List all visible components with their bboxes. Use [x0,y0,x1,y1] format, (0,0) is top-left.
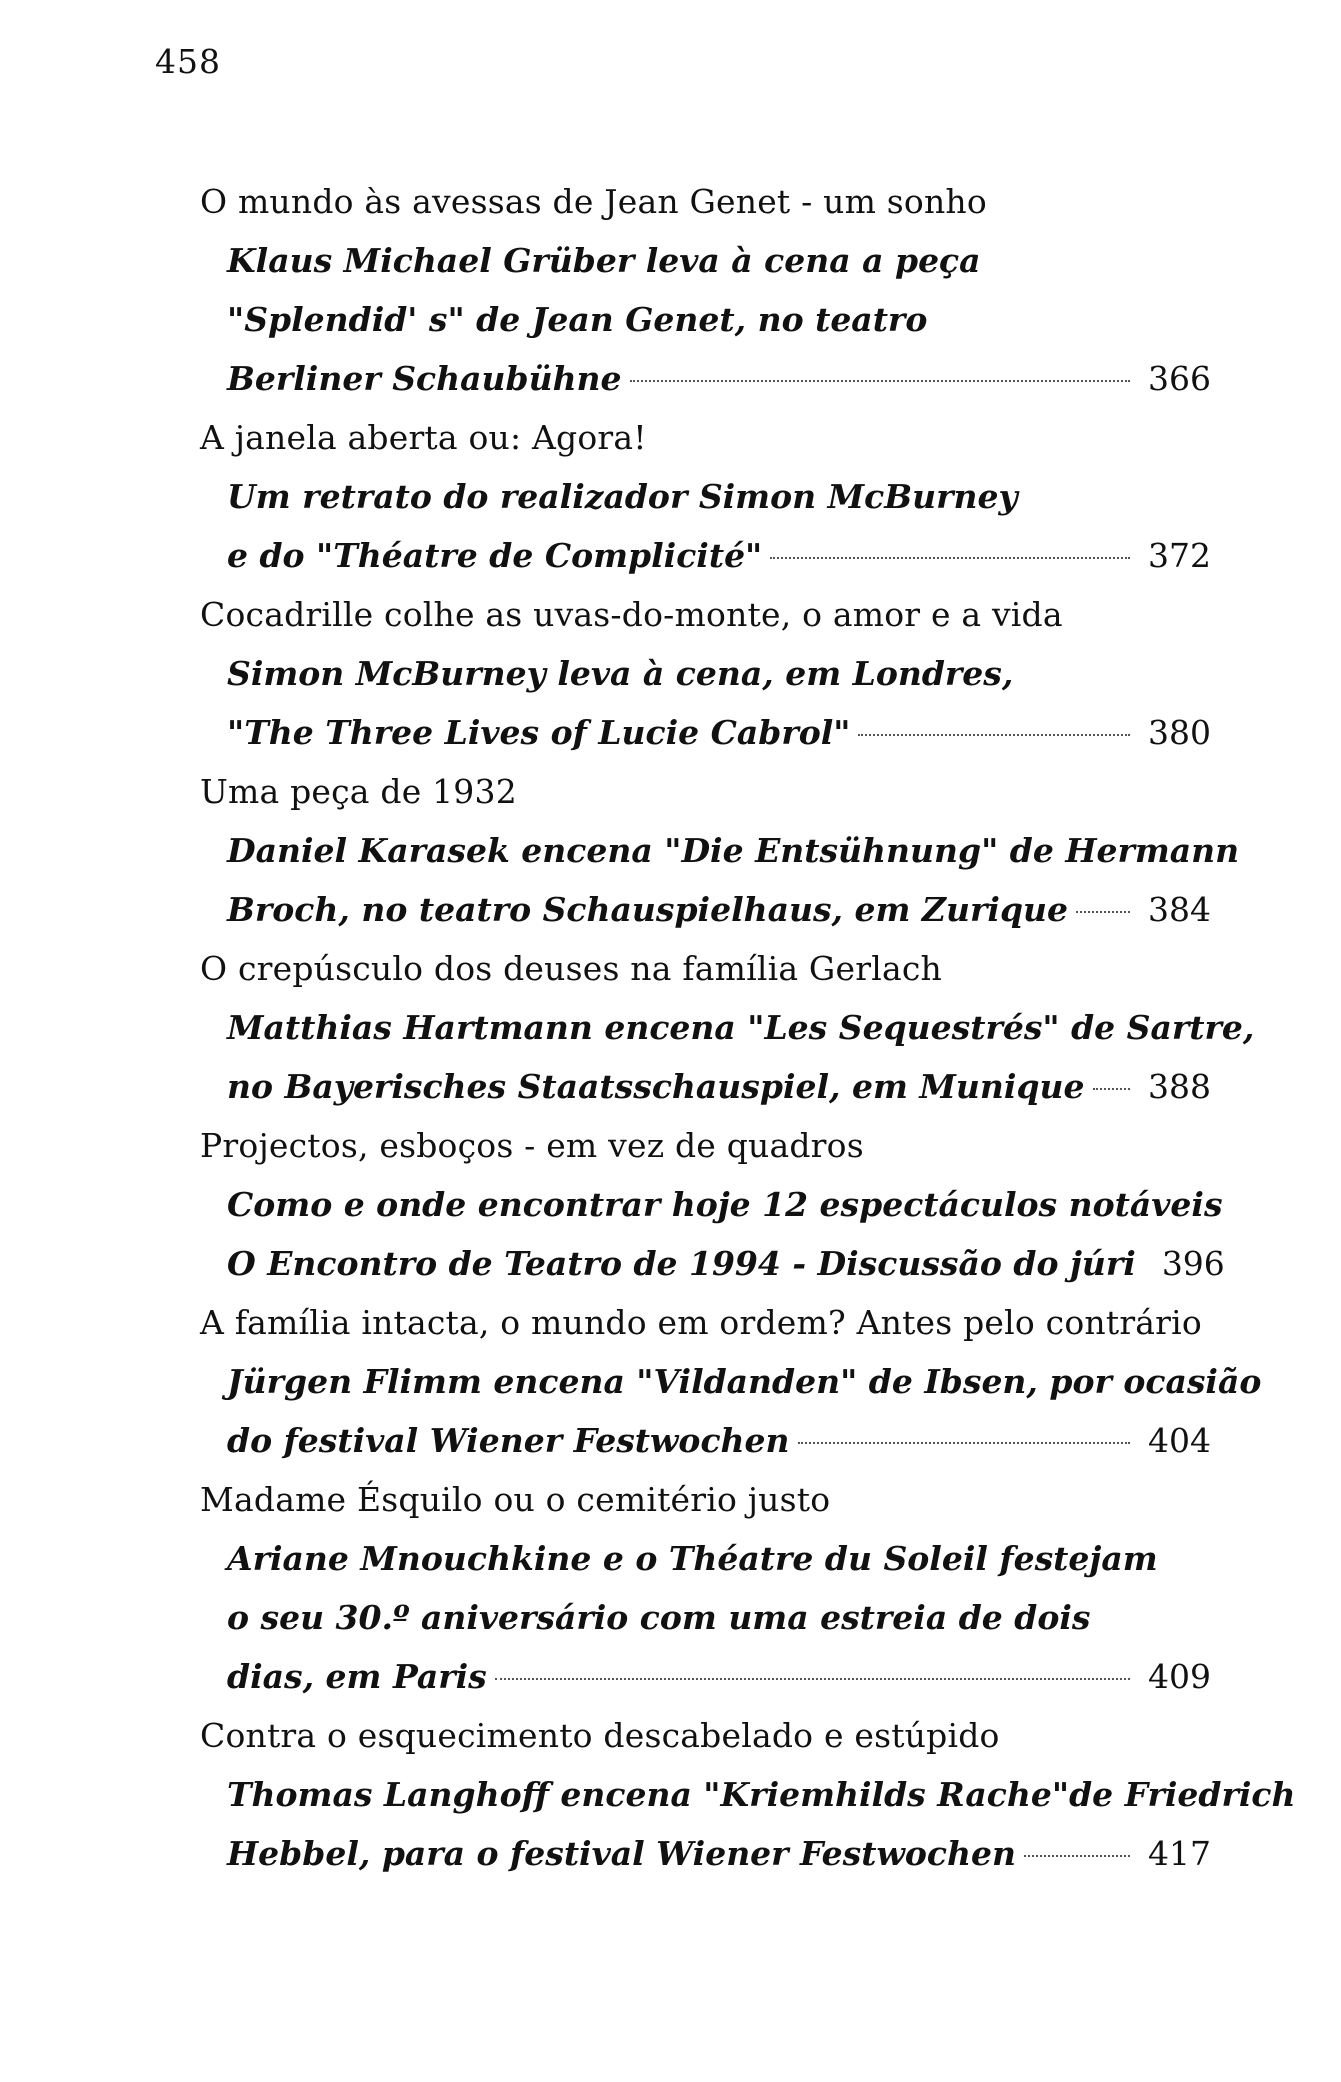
dot-leader [798,1442,1130,1444]
toc-entry-title: O mundo às avessas de Jean Genet - um sonho [200,182,987,221]
toc-entry-subtitle: Matthias Hartmann encena "Les Sequestrés" de Sartre, [227,1008,1255,1047]
toc-entry-title: Cocadrille colhe as uvas-do-monte, o amor e a vida [200,595,1063,634]
toc-entry-subtitle: Simon McBurney leva à cena, em Londres, [227,654,1014,693]
toc-entry-subtitle: Um retrato do realizador Simon McBurney [227,477,1018,516]
toc-entry-last-line [200,349,1210,408]
toc-entry-title: Projectos, esboços - em vez de quadros [200,1126,864,1165]
toc-entry-subtitle: Klaus Michael Grüber leva à cena a peça [227,241,981,280]
toc-entry-title: O crepúsculo dos deuses na família Gerlach [200,949,942,988]
toc-entry-page: 409 [1148,1657,1211,1696]
toc-entry-title: Madame Ésquilo ou o cemitério justo [200,1480,831,1519]
toc-entry-subtitle: dias, em Paris [227,1657,487,1696]
toc-entry-title: A família intacta, o mundo em ordem? Antes pelo contrário [200,1303,1202,1342]
toc-entry-last-line [200,1234,1225,1293]
toc-entry-page: 396 [1161,1244,1225,1283]
page-number: 458 [155,42,221,81]
toc-entry-page: 380 [1148,713,1211,752]
toc-entry-title: A janela aberta ou: Agora! [200,418,647,457]
dot-leader [630,380,1130,382]
toc-entry-subtitle: O Encontro de Teatro de 1994 - Discussão do júri [227,1244,1136,1283]
toc-entry-subtitle: Broch, no teatro Schauspielhaus, em Zurique [227,890,1069,929]
toc-entry-last-line [200,1824,1210,1883]
toc-entry-subtitle: o seu 30.º aniversário com uma estreia de dois [227,1598,1091,1637]
toc-entry-page: 388 [1148,1067,1211,1106]
dot-leader [1093,1088,1130,1090]
toc-entry-subtitle: Hebbel, para o festival Wiener Festwochen [227,1834,1016,1873]
toc-entry-subtitle: "Splendid' s" de Jean Genet, no teatro [227,300,928,339]
toc-entry-page: 366 [1148,359,1211,398]
toc-entry-subtitle: do festival Wiener Festwochen [227,1421,790,1460]
dot-leader [1076,911,1130,913]
toc-entry-title: Uma peça de 1932 [200,772,517,811]
toc-entry-subtitle: Daniel Karasek encena "Die Entsühnung" de Hermann [227,831,1240,870]
toc-entry-last-line [200,1057,1210,1116]
toc-entry-subtitle: "The Three Lives of Lucie Cabrol" [227,713,851,752]
toc-entry-subtitle: e do "Théatre de Complicité" [227,536,763,575]
dot-leader [1024,1855,1130,1857]
dot-leader [770,557,1130,559]
toc-entry-page: 372 [1148,536,1211,575]
toc-entry-page: 417 [1148,1834,1211,1873]
toc-entry-subtitle: Ariane Mnouchkine e o Théatre du Soleil festejam [227,1539,1158,1578]
dot-leader [858,734,1130,736]
toc-entry-last-line [200,703,1210,762]
toc-entry-last-line [200,526,1210,585]
toc-entry-subtitle: Thomas Langhoff encena "Kriemhilds Rache"de Friedrich [227,1775,1296,1814]
toc-entry-title: Contra o esquecimento descabelado e estúpido [200,1716,1000,1755]
toc-entry-subtitle: no Bayerisches Staatsschauspiel, em Munique [227,1067,1085,1106]
toc-entry-last-line [200,880,1210,939]
toc-entry-subtitle: Berliner Schaubühne [227,359,622,398]
toc-entry-last-line [200,1411,1210,1470]
dot-leader [495,1678,1130,1680]
toc-entry-subtitle: Jürgen Flimm encena "Vildanden" de Ibsen, por ocasião [227,1362,1262,1401]
toc-entry-subtitle: Como e onde encontrar hoje 12 espectáculos notáveis [227,1185,1223,1224]
toc-entry-last-line [200,1647,1210,1706]
toc-entry-page: 404 [1148,1421,1211,1460]
table-of-contents [200,172,1296,1883]
toc-entry-page: 384 [1148,890,1211,929]
